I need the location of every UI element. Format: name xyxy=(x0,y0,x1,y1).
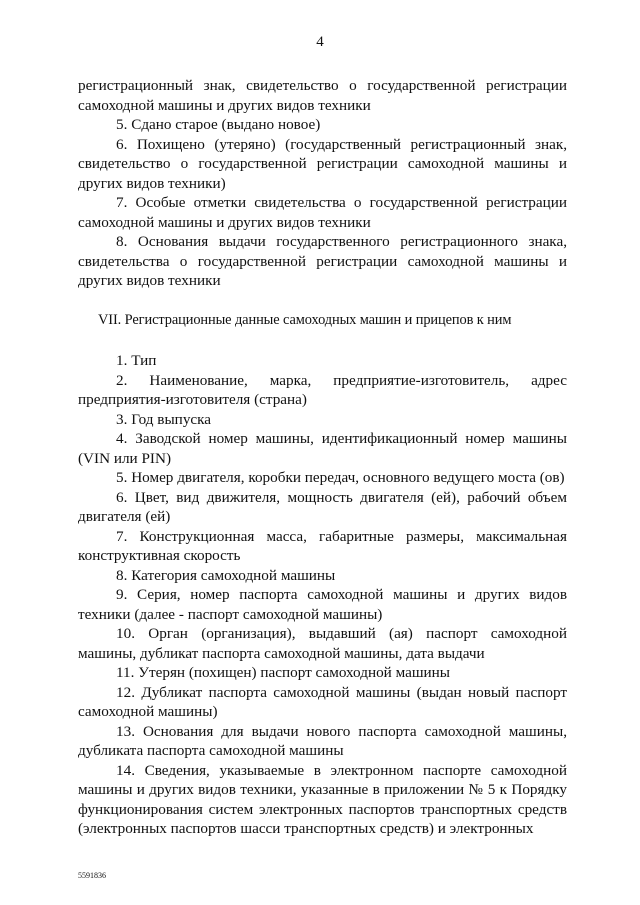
document-body xyxy=(78,76,567,839)
section-item-5: 5. Номер двигателя, коробки передач, основного ведущего моста (ов) xyxy=(116,469,565,486)
paragraph-item-6: 6. Похищено (утеряно) (государственный регистрационный знак, свидетельство о государственной регистрации самоходной машины и других видов техники) xyxy=(78,135,567,192)
section-item-12: 12. Дубликат паспорта самоходной машины (выдан новый паспорт самоходной машины) xyxy=(78,683,567,720)
section-item-11: 11. Утерян (похищен) паспорт самоходной машины xyxy=(116,664,450,681)
section-item-8: 8. Категория самоходной машины xyxy=(116,566,336,584)
document-code: 5591836 xyxy=(78,871,106,880)
section-item-1: 1. Тип xyxy=(116,352,157,369)
section-item-2: 2. Наименование, марка, предприятие-изготовитель, адрес предприятия-изготовителя (страна) xyxy=(78,371,567,408)
section-item-7: 7. Конструкционная масса, габаритные размеры, максимальная конструктивная скорость xyxy=(78,527,567,564)
section-item-10: 10. Орган (организация), выдавший (ая) паспорт самоходной машины, дубликат паспорта самоходной машины, дата выдачи xyxy=(78,625,567,662)
section-item-13: 13. Основания для выдачи нового паспорта самоходной машины, дубликата паспорта самоходной машины xyxy=(78,722,567,759)
paragraph-item-5: 5. Сдано старое (выдано новое) xyxy=(116,116,321,133)
section-item-3: 3. Год выпуска xyxy=(116,410,212,428)
paragraph-item-7: 7. Особые отметки свидетельства о государственной регистрации самоходной машины и других видов техники xyxy=(78,194,567,231)
section-item-4: 4. Заводской номер машины, идентификационный номер машины (VIN или PIN) xyxy=(78,430,567,467)
section-item-6: 6. Цвет, вид движителя, мощность двигателя (ей), рабочий объем двигателя (ей) xyxy=(78,488,567,525)
section-item-9: 9. Серия, номер паспорта самоходной машины и других видов техники (далее - паспорт самоходной машины) xyxy=(78,586,567,623)
paragraph-item-8: 8. Основания выдачи государственного регистрационного знака, свидетельства о государственной регистрации самоходной машины и других видов техники xyxy=(78,233,567,289)
page-number: 4 xyxy=(316,34,324,50)
paragraph-continuation: регистрационный знак, свидетельство о государственной регистрации самоходной машины и других видов техники xyxy=(78,77,567,114)
section-item-14: 14. Сведения, указываемые в электронном паспорте самоходной машины и других видов техники, указанные в приложении № 5 к Порядку функционирования систем электронных паспортов транспортных средств (электронных паспортов шасси транспортных средств) и электронных xyxy=(78,761,567,837)
section-heading: VII. Регистрационные данные самоходных машин и прицепов к ним xyxy=(98,311,512,328)
